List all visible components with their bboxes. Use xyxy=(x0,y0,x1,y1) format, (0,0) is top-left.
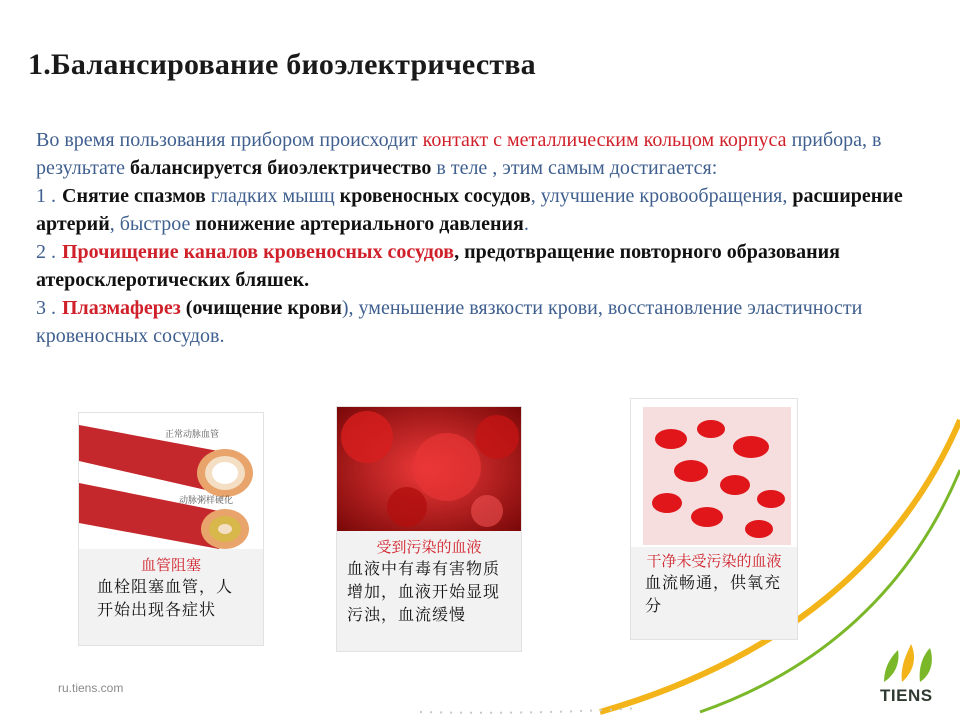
item-2-bold: , предотвращение повторного образования атеросклеротических бляшек. xyxy=(36,241,840,291)
item-number: 1 . xyxy=(36,185,56,207)
item-1-bold-e: расширение артерий xyxy=(36,185,903,235)
vessel-label-sclerosis: 动脉粥样硬化 xyxy=(179,496,234,506)
item-1-text-f: , быстрое xyxy=(109,213,196,235)
footer-url: ru.tiens.com xyxy=(58,681,124,695)
caption-red: 干净未受污染的血液 xyxy=(646,552,782,570)
vessel-label-normal: 正常动脉血管 xyxy=(165,430,220,440)
item-3-bold: (очищение крови xyxy=(180,297,342,319)
intro-highlight: контакт с металлическим кольцом корпуса xyxy=(422,129,787,151)
item-1-text-h: . xyxy=(523,213,529,235)
tiens-logo-icon xyxy=(878,640,944,684)
item-1-bold-c: кровеносных сосудов xyxy=(339,185,531,207)
page-title: 1.Балансирование биоэлектричества xyxy=(28,48,536,81)
body-text xyxy=(36,126,946,350)
list-item-3 xyxy=(36,294,946,350)
item-number: 2 . xyxy=(36,241,56,263)
card-clean-blood xyxy=(630,398,798,640)
caption-black: 血液中有毒有害物质增加，血液开始显现污浊，血流缓慢 xyxy=(347,559,501,624)
item-3-red: Плазмаферез xyxy=(62,297,181,319)
item-2-red: Прочищение каналов кровеносных сосудов xyxy=(62,241,455,263)
list-item-1 xyxy=(36,182,946,238)
item-1-bold-g: понижение артериального давления xyxy=(195,213,524,235)
caption-black: 血流畅通，供氧充分 xyxy=(645,573,782,615)
intro-bold: балансируется биоэлектричество xyxy=(130,157,432,179)
caption-red: 受到污染的血液 xyxy=(376,538,482,556)
item-3-text: ), уменьшение вязкости крови, восстановление эластичности кровеносных сосудов. xyxy=(36,297,863,347)
caption-black: 血栓阻塞血管，人开始出现各症状 xyxy=(97,577,234,619)
card-blocked-vessel xyxy=(78,412,264,646)
clean-blood-illustration xyxy=(631,399,797,547)
tiens-logo-text: TIENS xyxy=(880,686,933,705)
card-polluted-blood xyxy=(336,406,522,652)
caption-red: 血管阻塞 xyxy=(140,556,201,574)
intro-text-3: в теле , этим самым достигается: xyxy=(431,157,718,179)
intro-text-1: Во время пользования прибором происходит xyxy=(36,129,423,151)
polluted-blood-illustration xyxy=(337,407,521,531)
item-number: 3 . xyxy=(36,297,56,319)
intro-paragraph xyxy=(36,126,946,182)
item-1-text-b: гладких мышц xyxy=(205,185,340,207)
item-1-bold-a: Снятие спазмов xyxy=(62,185,206,207)
item-1-text-d: , улучшение кровообращения, xyxy=(530,185,793,207)
list-item-2 xyxy=(36,238,946,294)
intro-text-2: прибора, в результате xyxy=(36,129,882,179)
